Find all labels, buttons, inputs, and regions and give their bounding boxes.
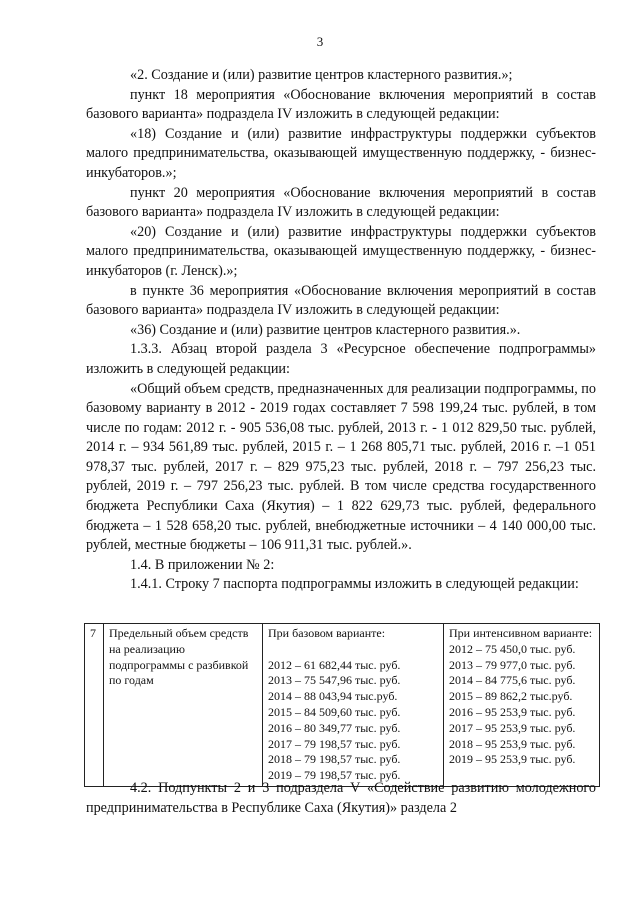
intensive-value: 2013 – 79 977,0 тыс. руб. [449, 657, 576, 672]
paragraph: «2. Создание и (или) развитие центров кластерного развития.»; [130, 67, 513, 83]
base-variant-cell [263, 624, 444, 787]
intensive-value: 2016 – 95 253,9 тыс. руб. [449, 704, 576, 719]
document-body [86, 66, 596, 595]
intensive-variant-cell [444, 624, 600, 787]
paragraph: пункт 18 мероприятия «Обоснование включения мероприятий в состав базового варианта» подраздела IV изложить в следующей редакции: [86, 86, 596, 123]
intensive-variant-header: При интенсивном варианте: [449, 626, 593, 640]
paragraph: «36) Создание и (или) развитие центров кластерного развития.». [130, 321, 521, 338]
base-value: 2013 – 75 547,96 тыс. руб. [268, 673, 401, 688]
passport-table [84, 623, 600, 787]
paragraph: 1.4. В приложении № 2: [130, 556, 275, 573]
base-value: 2019 – 79 198,57 тыс. руб. [268, 768, 401, 783]
intensive-value: 2018 – 95 253,9 тыс. руб. [449, 736, 576, 751]
base-value: 2012 – 61 682,44 тыс. руб. [268, 657, 401, 672]
page-number: 3 [316, 34, 324, 49]
row-name-cell: Предельный объем средств на реализацию подпрограммы с разбивкой по годам [104, 624, 263, 787]
intensive-value: 2017 – 95 253,9 тыс. руб. [449, 720, 576, 735]
paragraph: 4.2. Подпункты 2 и 3 подраздела V «Содействие развитию молодежного предпринимательства в Республике Саха (Якутия)» раздела 2 [86, 780, 596, 816]
base-value: 2016 – 80 349,77 тыс. руб. [268, 720, 401, 735]
intensive-value: 2012 – 75 450,0 тыс. руб. [449, 641, 576, 656]
base-value: 2017 – 79 198,57 тыс. руб. [268, 736, 401, 751]
document-body-continued [86, 779, 596, 818]
row-number-cell: 7 [85, 624, 104, 787]
paragraph: «Общий объем средств, предназначенных для реализации подпрограммы, по базовому варианту в 2012 - 2019 годах составляет 7 598 199,24 тыс. рублей, в том числе по годам: 2012 г. - 905 536,08 тыс. рублей, 2013 г. - 1 012 829,50 тыс. рублей, 2014 г. – 934 561,89 тыс. рублей, 2015 г. – 1 268 805,71 тыс. рублей, 2016 г. –1 051 978,37 тыс. рублей, 2017 г. – 829 975,23 тыс. рублей, 2018 г. – 797 256,23 тыс. рублей, 2019 г. – 797 256,23 тыс. рублей. В том числе средства государственного бюджета Республики Саха (Якутия) – 1 822 629,73 тыс. рублей, федерального бюджета – 1 528 658,20 тыс. рублей, внебюджетные источники – 4 140 000,00 тыс. рублей, местные бюджеты – 106 911,31 тыс. рублей.». [86, 380, 596, 554]
paragraph: «20) Создание и (или) развитие инфраструктуры поддержки субъектов малого предпринимательства, оказывающей имущественную поддержку, - бизнес-инкубаторов (г. Ленск).»; [86, 223, 596, 279]
intensive-value: 2015 – 89 862,2 тыс.руб. [449, 689, 573, 704]
paragraph: 1.3.3. Абзац второй раздела 3 «Ресурсное обеспечение подпрограммы» изложить в следующей редакции: [86, 341, 596, 377]
intensive-value: 2019 – 95 253,9 тыс. руб. [449, 752, 576, 767]
base-variant-header: При базовом варианте: [268, 626, 386, 640]
paragraph: в пункте 36 мероприятия «Обоснование включения мероприятий в состав базового варианта» подраздела IV изложить в следующей редакции: [86, 282, 596, 319]
table-row [85, 624, 600, 787]
base-value: 2015 – 84 509,60 тыс. руб. [268, 704, 401, 719]
paragraph: 1.4.1. Строку 7 паспорта подпрограммы изложить в следующей редакции: [130, 576, 579, 593]
intensive-value: 2014 – 84 775,6 тыс. руб. [449, 673, 576, 688]
paragraph: пункт 20 мероприятия «Обоснование включения мероприятий в состав базового варианта» подраздела IV изложить в следующей редакции: [86, 184, 596, 221]
paragraph: «18) Создание и (или) развитие инфраструктуры поддержки субъектов малого предпринимательства, оказывающей имущественную поддержку, - бизнес-инкубаторов.»; [86, 125, 596, 181]
base-value: 2014 – 88 043,94 тыс.руб. [268, 689, 398, 704]
base-value: 2018 – 79 198,57 тыс. руб. [268, 752, 401, 767]
